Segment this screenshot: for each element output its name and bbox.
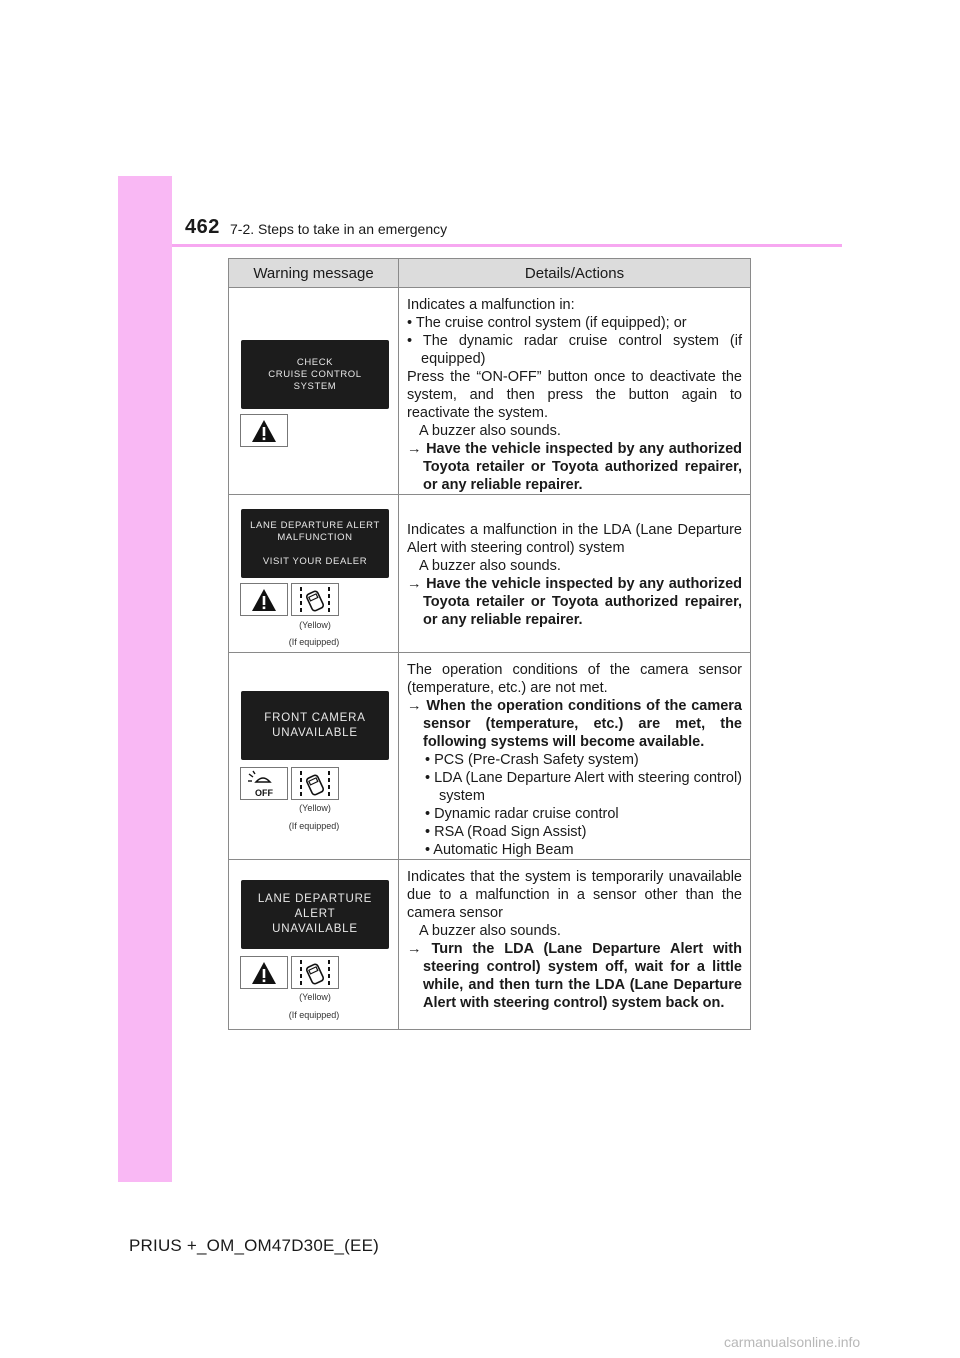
display-screen: LANE DEPARTURE ALERT MALFUNCTION VISIT YOUR DEALER [241,509,389,578]
details-bullet: • Dynamic radar cruise control [425,806,619,822]
details-bullet: • LDA (Lane Departure Alert with steering control) system [425,770,742,804]
details-bullet: • PCS (Pre-Crash Safety system) [425,752,639,768]
details-bullet: • The dynamic radar cruise control system (if equipped) [407,333,742,367]
svg-text:OFF: OFF [255,787,273,798]
display-screen: LANE DEPARTURE ALERT UNAVAILABLE [241,880,389,949]
details-bullet: • Automatic High Beam [425,842,574,858]
table-row [229,288,751,495]
icon-color-note: (Yellow) [299,620,331,630]
lane-departure-icon [291,767,339,800]
column-header: Warning message [229,259,399,288]
table-header-row [229,259,751,288]
warning-message-table [228,258,751,1030]
warning-image-cell [229,495,399,653]
section-title: 7-2. Steps to take in an emergency [230,221,448,237]
details-body: Press the “ON-OFF” button once to deactivate the system, and then press the button again to reactivate the system. [407,369,742,421]
header-rule [172,244,842,247]
page-number: 462 [185,216,220,238]
table-row [229,860,751,1030]
equip-note: (If equipped) [288,821,340,831]
action-text: → Have the vehicle inspected by any authorized Toyota retailer or Toyota authorized repairer, or any reliable repairer. [407,576,742,628]
details-bullet: • The cruise control system (if equipped); or [407,315,687,331]
table-row [229,653,751,860]
equip-note: (If equipped) [288,637,340,647]
details-intro: Indicates a malfunction in the LDA (Lane Departure Alert with steering control) system [407,522,742,556]
warning-image-cell [229,860,399,1030]
details-cell [399,653,751,860]
details-cell [399,288,751,495]
warning-triangle-icon [240,583,288,616]
icon-color-note: (Yellow) [299,803,331,813]
action-text: → When the operation conditions of the camera sensor (temperature, etc.) are met, the following systems will become available. [407,698,742,750]
column-header: Details/Actions [399,259,751,288]
lane-departure-icon [291,956,339,989]
details-bullet: • RSA (Road Sign Assist) [425,824,587,840]
details-cell [399,495,751,653]
document-code: PRIUS +_OM_OM47D30E_(EE) [129,1236,379,1255]
side-color-band [118,176,172,1182]
buzzer-note: A buzzer also sounds. [419,923,561,939]
details-intro: Indicates a malfunction in: [407,297,575,313]
buzzer-note: A buzzer also sounds. [419,423,561,439]
action-text: → Turn the LDA (Lane Departure Alert with steering control) system off, wait for a little while, and then turn the LDA (Lane Departure Alert with steering control) system back on. [407,941,742,1011]
lane-departure-icon [291,583,339,616]
details-cell [399,860,751,1030]
details-intro: The operation conditions of the camera sensor (temperature, etc.) are not met. [407,662,742,696]
warning-image-cell [229,653,399,860]
action-text: → Have the vehicle inspected by any authorized Toyota retailer or Toyota authorized repairer, or any reliable repairer. [407,441,742,493]
display-screen: FRONT CAMERA UNAVAILABLE [241,691,389,760]
warning-triangle-icon [240,956,288,989]
equip-note: (If equipped) [288,1010,340,1020]
warning-image-cell [229,288,399,495]
display-screen: CHECK CRUISE CONTROL SYSTEM [241,340,389,409]
details-intro: Indicates that the system is temporarily unavailable due to a malfunction in a sensor other than the camera sensor [407,869,742,921]
icon-color-note: (Yellow) [299,992,331,1002]
buzzer-note: A buzzer also sounds. [419,558,561,574]
watermark: carmanualsonline.info [724,1334,861,1350]
warning-triangle-icon [240,414,288,447]
table-row [229,495,751,653]
pcs-off-icon [240,767,288,800]
